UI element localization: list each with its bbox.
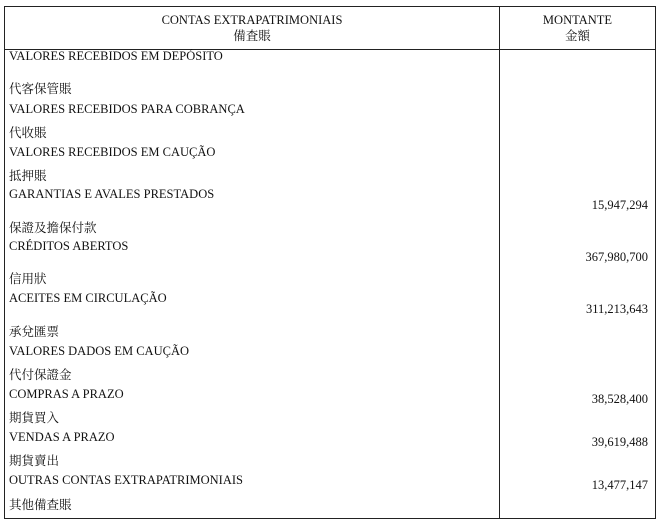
description-column-header [5,7,499,49]
row-label-pt: COMPRAS A PRAZO [9,387,124,401]
row-amount: 367,980,700 [585,250,648,264]
amount-header-zh: 金額 [564,29,590,43]
row-amount: 13,477,147 [591,478,648,492]
row-label-zh: 代付保證金 [9,368,72,382]
row-amount: 311,213,643 [585,302,648,316]
row-label-zh: 保證及擔保付款 [9,221,97,235]
row-label-pt: VALORES RECEBIDOS PARA COBRANÇA [9,102,245,116]
row-label-zh: 承兌匯票 [9,325,60,339]
row-label-zh: 期貨賣出 [9,454,60,468]
row-label-zh: 信用狀 [9,272,47,286]
row-label-pt: VALORES RECEBIDOS EM DEPÓSITO [9,49,223,63]
column-divider [499,7,500,518]
row-label-zh: 代客保管賬 [9,82,72,96]
table-header [5,7,655,50]
row-label-pt: ACEITES EM CIRCULAÇÃO [9,291,167,305]
row-label-zh: 其他備查賬 [9,498,72,512]
row-label-zh: 代收賬 [9,126,47,140]
amount-column-header [500,7,655,49]
row-label-pt: OUTRAS CONTAS EXTRAPATRIMONIAIS [9,473,243,487]
row-label-zh: 抵押賬 [9,169,47,183]
row-label-pt: CRÉDITOS ABERTOS [9,239,129,253]
row-amount: 38,528,400 [591,392,648,406]
row-label-pt: GARANTIAS E AVALES PRESTADOS [9,187,215,201]
row-label-pt: VALORES RECEBIDOS EM CAUÇÃO [9,145,216,159]
description-header-zh: 備査賬 [233,29,271,43]
description-header-pt: CONTAS EXTRAPATRIMONIAIS [161,13,343,27]
off-balance-sheet-table [4,6,656,519]
row-label-pt: VENDAS A PRAZO [9,430,115,444]
amount-header-pt: MONTANTE [542,13,613,27]
row-amount: 39,619,488 [591,435,648,449]
row-label-pt: VALORES DADOS EM CAUÇÃO [9,344,189,358]
row-amount: 15,947,294 [591,198,648,212]
row-label-zh: 期貨買入 [9,411,60,425]
